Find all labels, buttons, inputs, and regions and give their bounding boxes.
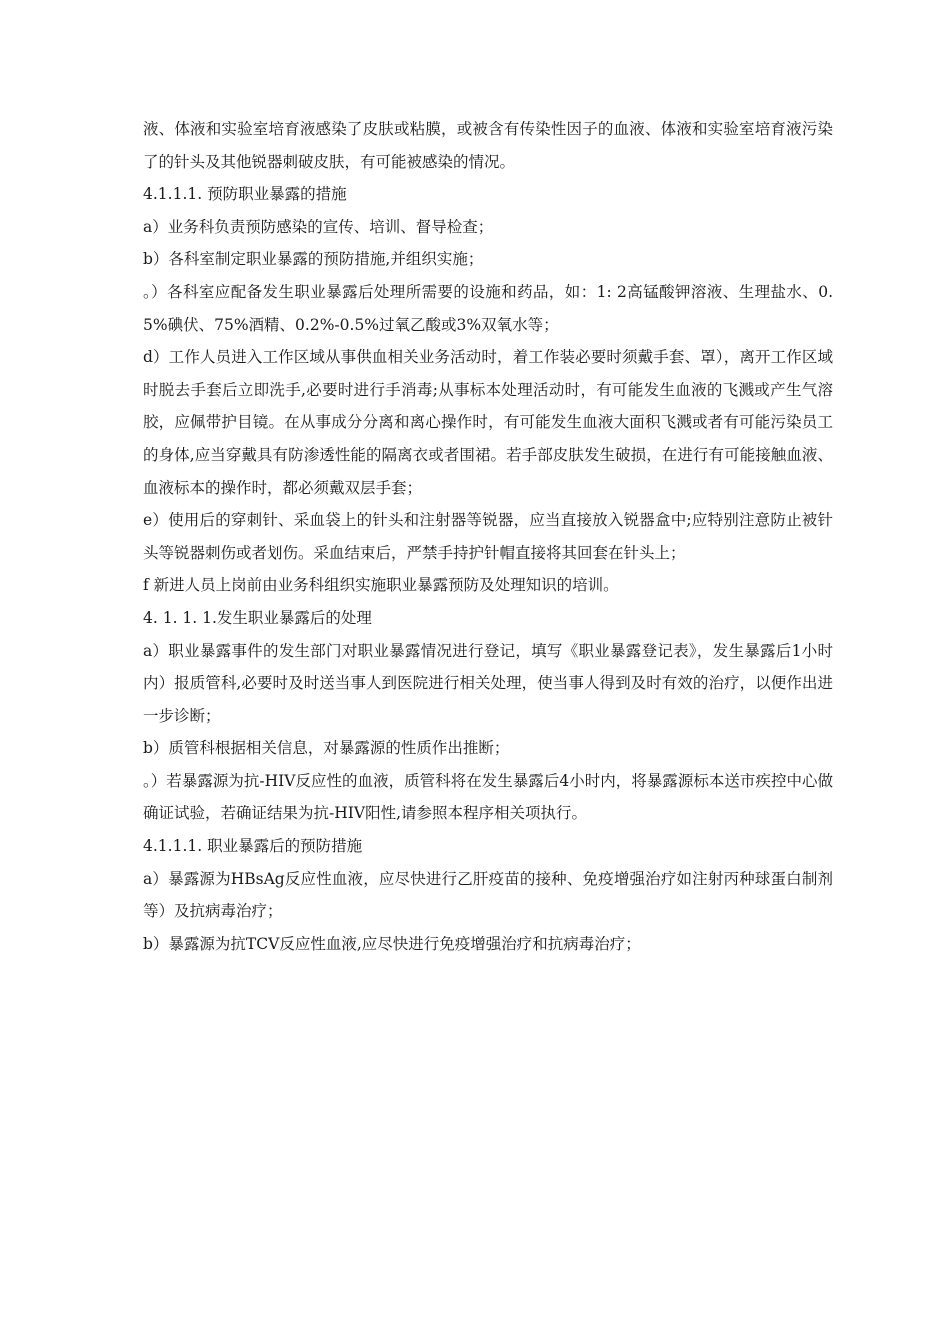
list-item-a: a）暴露源为HBsAg反应性血液，应尽快进行乙肝疫苗的接种、免疫增强治疗如注射丙种球蛋白制剂等）及抗病毒治疗； [143, 869, 833, 921]
list-item-a: a）职业暴露事件的发生部门对职业暴露情况进行登记，填写《职业暴露登记表》，发生暴露后1小时内）报质管科,必要时及时送当事人到医院进行相关处理，使当事人得到及时有效的治疗，以便作出进一步诊断； [143, 641, 833, 725]
list-item-d: d）工作人员进入工作区域从事供血相关业务活动时，着工作装必要时须戴手套、罩），离开工作区域时脱去手套后立即洗手,必要时进行手消毒;从事标本处理活动时，有可能发生血液的飞溅或产生气溶胶，应佩带护目镜。在从事成分分离和离心操作时，有可能发生血液大面积飞溅或者有可能污染员工的身体,应当穿戴具有防渗透性能的隔离衣或者围裙。若手部皮肤发生破损，在进行有可能接触血液、血液标本的操作时，都必须戴双层手套； [143, 348, 833, 497]
list-item-c: 。）各科室应配备发生职业暴露后处理所需要的设施和药品，如：1: 2高锰酸钾溶液、生理盐水、0.5%碘伏、75%酒精、0.2%-0.5%过氧乙酸或3%双氧水等； [143, 282, 833, 334]
list-item-c: 。）若暴露源为抗-HIV反应性的血液，质管科将在发生暴露后4小时内，将暴露源标本送市疾控中心做确证试验，若确证结果为抗-HIV阳性,请参照本程序相关项执行。 [143, 771, 833, 823]
section-heading-post-exposure-prevention: 4.1.1.1. 职业暴露后的预防措施 [143, 837, 363, 856]
list-item-f: f 新进人员上岗前由业务科组织实施职业暴露预防及处理知识的培训。 [143, 576, 619, 595]
section-heading-prevention-measures: 4.1.1.1. 预防职业暴露的措施 [143, 185, 347, 204]
list-item-b: b）暴露源为抗TCV反应性血液,应尽快进行免疫增强治疗和抗病毒治疗； [143, 934, 641, 953]
list-item-b: b）质管科根据相关信息，对暴露源的性质作出推断； [143, 739, 510, 758]
list-item-a: a）业务科负责预防感染的宣传、培训、督导检查； [143, 217, 494, 236]
list-item-b: b）各科室制定职业暴露的预防措施,并组织实施； [143, 250, 484, 269]
document-body [143, 113, 833, 960]
list-item-e: e）使用后的穿刺针、采血袋上的针头和注射器等锐器，应当直接放入锐器盒中;应特别注意防止被针头等锐器刺伤或者划伤。采血结束后，严禁手持护针帽直接将其回套在针头上； [143, 511, 833, 562]
section-heading-post-exposure-handling: 4. 1. 1. 1.发生职业暴露后的处理 [143, 608, 372, 627]
paragraph-exposure-definition-continued: 液、体液和实验室培育液感染了皮肤或粘膜，或被含有传染性因子的血液、体液和实验室培育液污染了的针头及其他锐器刺破皮肤，有可能被感染的情况。 [143, 120, 833, 171]
